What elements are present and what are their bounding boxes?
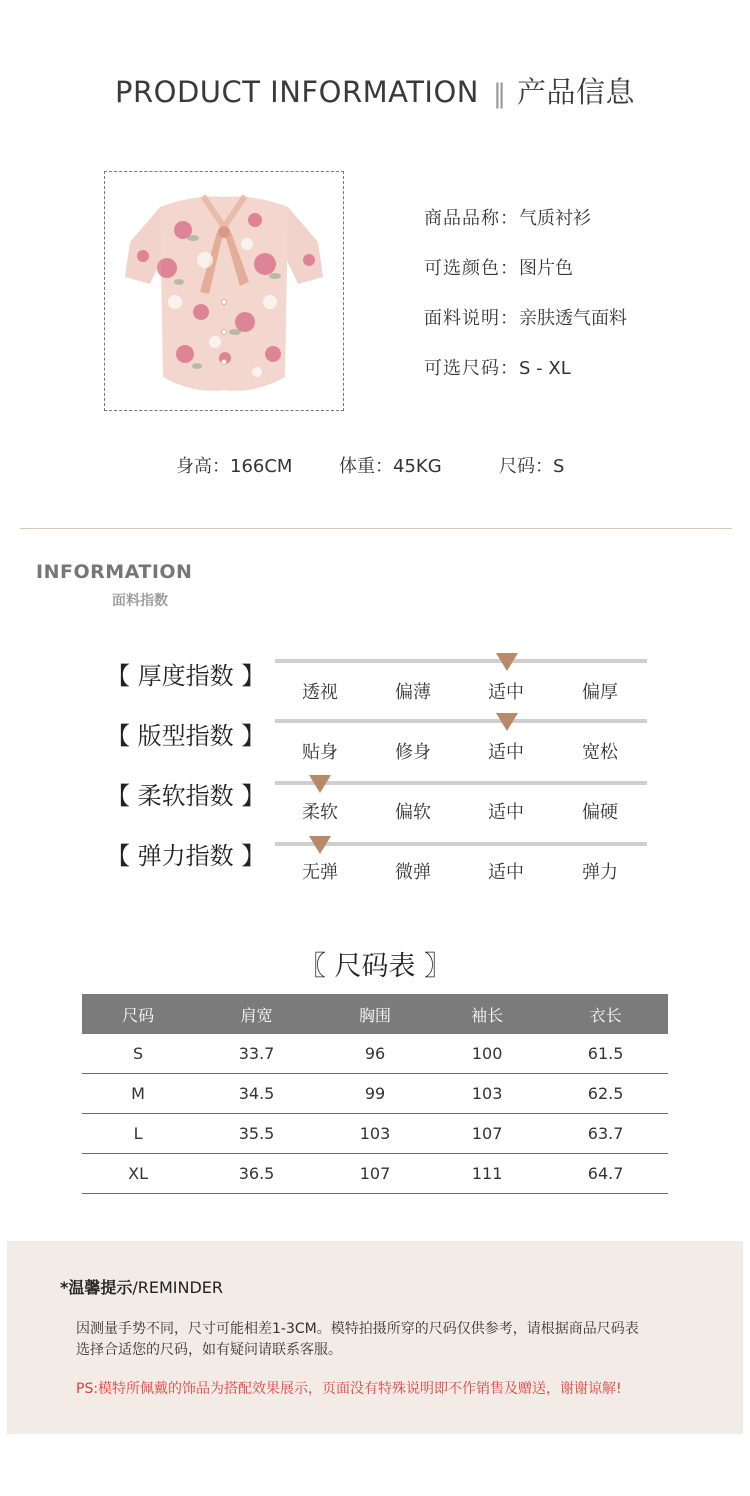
table-cell: XL: [82, 1154, 194, 1194]
product-image: [104, 171, 344, 411]
index-label-thickness: 【 厚度指数 】: [106, 662, 266, 690]
spec-key: 面料说明：: [424, 308, 519, 329]
index-option: 微弹: [395, 862, 431, 883]
index-option: 偏软: [395, 802, 431, 823]
model-weight: 体重：45KG: [339, 456, 442, 477]
index-marker-softness: [309, 775, 331, 793]
table-row: [82, 1074, 668, 1114]
index-option: 弹力: [582, 862, 618, 883]
index-option: 适中: [488, 742, 524, 763]
spec-value: 图片色: [519, 258, 573, 279]
section-divider: [20, 528, 732, 529]
table-cell: 61.5: [543, 1034, 668, 1074]
table-cell: 96: [319, 1034, 431, 1074]
page-title-cn: 产品信息: [516, 75, 635, 109]
table-header-row: [82, 994, 668, 1034]
spec-row-name: [424, 204, 591, 234]
spec-row-fabric: [424, 304, 627, 334]
index-label-elasticity: 【 弹力指数 】: [106, 842, 266, 870]
information-title-en: INFORMATION: [36, 561, 193, 583]
table-header-cell: 尺码: [82, 994, 194, 1034]
page-title-en: PRODUCT INFORMATION: [114, 75, 479, 109]
index-option: 贴身: [302, 742, 338, 763]
table-cell: 62.5: [543, 1074, 668, 1114]
index-option: 柔软: [302, 802, 338, 823]
reminder-ps-note: PS:模特所佩戴的饰品为搭配效果展示，页面没有特殊说明即不作销售及赠送，谢谢谅解!: [76, 1381, 622, 1397]
spec-row-size: [424, 354, 571, 384]
table-header-cell: 衣长: [543, 994, 668, 1034]
index-option: 修身: [395, 742, 431, 763]
index-marker-thickness: [496, 653, 518, 671]
table-cell: 99: [319, 1074, 431, 1114]
index-option: 适中: [488, 682, 524, 703]
index-option: 偏厚: [582, 682, 618, 703]
index-option: 宽松: [582, 742, 618, 763]
spec-value: S - XL: [519, 358, 571, 379]
information-title-cn: 面料指数: [112, 593, 168, 609]
title-separator: ‖: [492, 79, 507, 109]
spec-key: 可选尺码：: [424, 358, 519, 379]
table-cell: L: [82, 1114, 194, 1154]
index-label-fit: 【 版型指数 】: [106, 722, 266, 750]
table-cell: 63.7: [543, 1114, 668, 1154]
reminder-title-en: /REMINDER: [132, 1278, 224, 1297]
index-marker-elasticity: [309, 836, 331, 854]
table-cell: 111: [431, 1154, 543, 1194]
reminder-title-cn: *温馨提示: [60, 1278, 133, 1297]
spec-row-color: [424, 254, 573, 284]
model-height: 身高：166CM: [176, 456, 293, 477]
index-option: 适中: [488, 862, 524, 883]
table-row: [82, 1034, 668, 1074]
page-title: [0, 70, 750, 114]
index-option: 无弹: [302, 862, 338, 883]
index-option: 适中: [488, 802, 524, 823]
index-bar-thickness: [275, 659, 647, 663]
table-cell: S: [82, 1034, 194, 1074]
table-header-cell: 袖长: [431, 994, 543, 1034]
index-option: 偏薄: [395, 682, 431, 703]
index-option: 透视: [302, 682, 338, 703]
table-cell: 34.5: [194, 1074, 319, 1114]
table-cell: 100: [431, 1034, 543, 1074]
table-header-cell: 胸围: [319, 994, 431, 1034]
reminder-text-line: 选择合适您的尺码，如有疑问请联系客服。: [76, 1342, 342, 1358]
size-table: [82, 994, 668, 1194]
reminder-title: [60, 1275, 223, 1298]
table-row: [82, 1114, 668, 1154]
spec-key: 商品品称：: [424, 208, 519, 229]
table-cell: 107: [319, 1154, 431, 1194]
table-cell: 64.7: [543, 1154, 668, 1194]
blouse-illustration: [105, 172, 343, 410]
table-row: [82, 1154, 668, 1194]
index-marker-fit: [496, 713, 518, 731]
reminder-text-line: 因测量手势不同，尺寸可能相差1-3CM。模特拍摄所穿的尺码仅供参考，请根据商品尺码表: [76, 1321, 639, 1337]
table-cell: M: [82, 1074, 194, 1114]
table-header-cell: 肩宽: [194, 994, 319, 1034]
table-cell: 36.5: [194, 1154, 319, 1194]
table-cell: 33.7: [194, 1034, 319, 1074]
index-bar-fit: [275, 719, 647, 723]
table-cell: 35.5: [194, 1114, 319, 1154]
model-size: 尺码：S: [499, 456, 565, 477]
table-cell: 103: [319, 1114, 431, 1154]
spec-key: 可选颜色：: [424, 258, 519, 279]
table-cell: 107: [431, 1114, 543, 1154]
size-table-title: 〖 尺码表 〗: [298, 951, 452, 982]
spec-value: 气质衬衫: [519, 208, 591, 229]
index-option: 偏硬: [582, 802, 618, 823]
spec-value: 亲肤透气面料: [519, 308, 627, 329]
index-label-softness: 【 柔软指数 】: [106, 782, 266, 810]
table-cell: 103: [431, 1074, 543, 1114]
